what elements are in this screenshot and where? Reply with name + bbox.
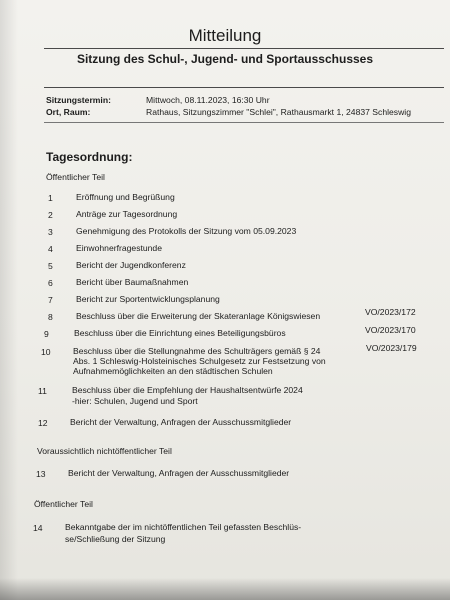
agenda-item-text: -hier: Schulen, Jugend und Sport xyxy=(72,396,198,406)
date-value: Mittwoch, 08.11.2023, 16:30 Uhr xyxy=(146,95,270,105)
agenda-item-text: Bericht der Verwaltung, Anfragen der Ausschussmitglieder xyxy=(68,468,290,478)
agenda-item-text: Beschluss über die Empfehlung der Haushaltsentwürfe 2024 xyxy=(72,385,303,395)
proposal-reference: VO/2023/170 xyxy=(365,325,416,335)
agenda-item-text: Bekanntgabe der im nichtöffentlichen Teil gefassten Beschlüs- xyxy=(65,522,302,532)
section-heading: Voraussichtlich nichtöffentlicher Teil xyxy=(37,446,172,456)
agenda-item-number: 1 xyxy=(48,193,53,203)
agenda-item-number: 4 xyxy=(48,244,53,254)
proposal-reference: VO/2023/172 xyxy=(365,307,416,317)
agenda-item-text: Bericht zur Sportentwicklungsplanung xyxy=(76,294,220,304)
page-edge-shadow xyxy=(0,0,18,600)
agenda-item-number: 5 xyxy=(48,261,53,271)
section-heading: Öffentlicher Teil xyxy=(34,499,93,509)
agenda-item-number: 10 xyxy=(41,347,51,357)
agenda-item-text: Beschluss über die Stellungnahme des Schulträgers gemäß § 24 xyxy=(73,346,321,356)
agenda-item-number: 3 xyxy=(48,227,53,237)
agenda-item-number: 14 xyxy=(33,523,43,533)
agenda-item-text: Bericht über Baumaßnahmen xyxy=(76,277,189,287)
agenda-item-text: Beschluss über die Erweiterung der Skateranlage Königswiesen xyxy=(76,311,321,321)
agenda-item-text: Bericht der Verwaltung, Anfragen der Ausschussmitglieder xyxy=(70,417,292,427)
agenda-heading: Tagesordnung: xyxy=(46,150,133,164)
agenda-item-text: Einwohnerfragestunde xyxy=(76,243,162,253)
agenda-item-number: 13 xyxy=(36,469,46,479)
meta-rule xyxy=(44,122,444,123)
meeting-title: Sitzung des Schul-, Jugend- und Sportausschusses xyxy=(76,52,374,66)
agenda-item-text: Aufnahmemöglichkeiten an den städtischen Schulen xyxy=(73,366,273,376)
agenda-item-number: 9 xyxy=(44,329,49,339)
place-value: Rathaus, Sitzungszimmer "Schlei", Rathausmarkt 1, 24837 Schleswig xyxy=(146,107,411,117)
agenda-item-number: 11 xyxy=(38,386,47,396)
agenda-item-text: Eröffnung und Begrüßung xyxy=(76,192,175,202)
agenda-item-text: Genehmigung des Protokolls der Sitzung vom 05.09.2023 xyxy=(76,226,297,236)
document-title: Mitteilung xyxy=(188,26,262,45)
date-label: Sitzungstermin: xyxy=(46,95,111,105)
agenda-item-text: Anträge zur Tagesordnung xyxy=(76,209,178,219)
title-rule xyxy=(44,48,444,49)
agenda-item-number: 6 xyxy=(48,278,53,288)
subtitle-rule xyxy=(44,87,444,88)
agenda-item-number: 2 xyxy=(48,210,53,220)
agenda-item-text: Abs. 1 Schleswig-Holsteinisches Schulgesetz zur Festsetzung von xyxy=(73,356,326,366)
place-label: Ort, Raum: xyxy=(46,107,91,117)
section-heading: Öffentlicher Teil xyxy=(46,172,105,182)
agenda-item-number: 7 xyxy=(48,295,53,305)
agenda-item-number: 12 xyxy=(38,418,48,428)
agenda-item-text: se/Schließung der Sitzung xyxy=(65,534,166,544)
agenda-item-number: 8 xyxy=(48,312,53,322)
agenda-item-text: Bericht der Jugendkonferenz xyxy=(76,260,186,270)
agenda-item-text: Beschluss über die Einrichtung eines Beteiligungsbüros xyxy=(74,328,286,338)
proposal-reference: VO/2023/179 xyxy=(366,343,417,353)
page-bottom-shadow xyxy=(0,578,450,600)
